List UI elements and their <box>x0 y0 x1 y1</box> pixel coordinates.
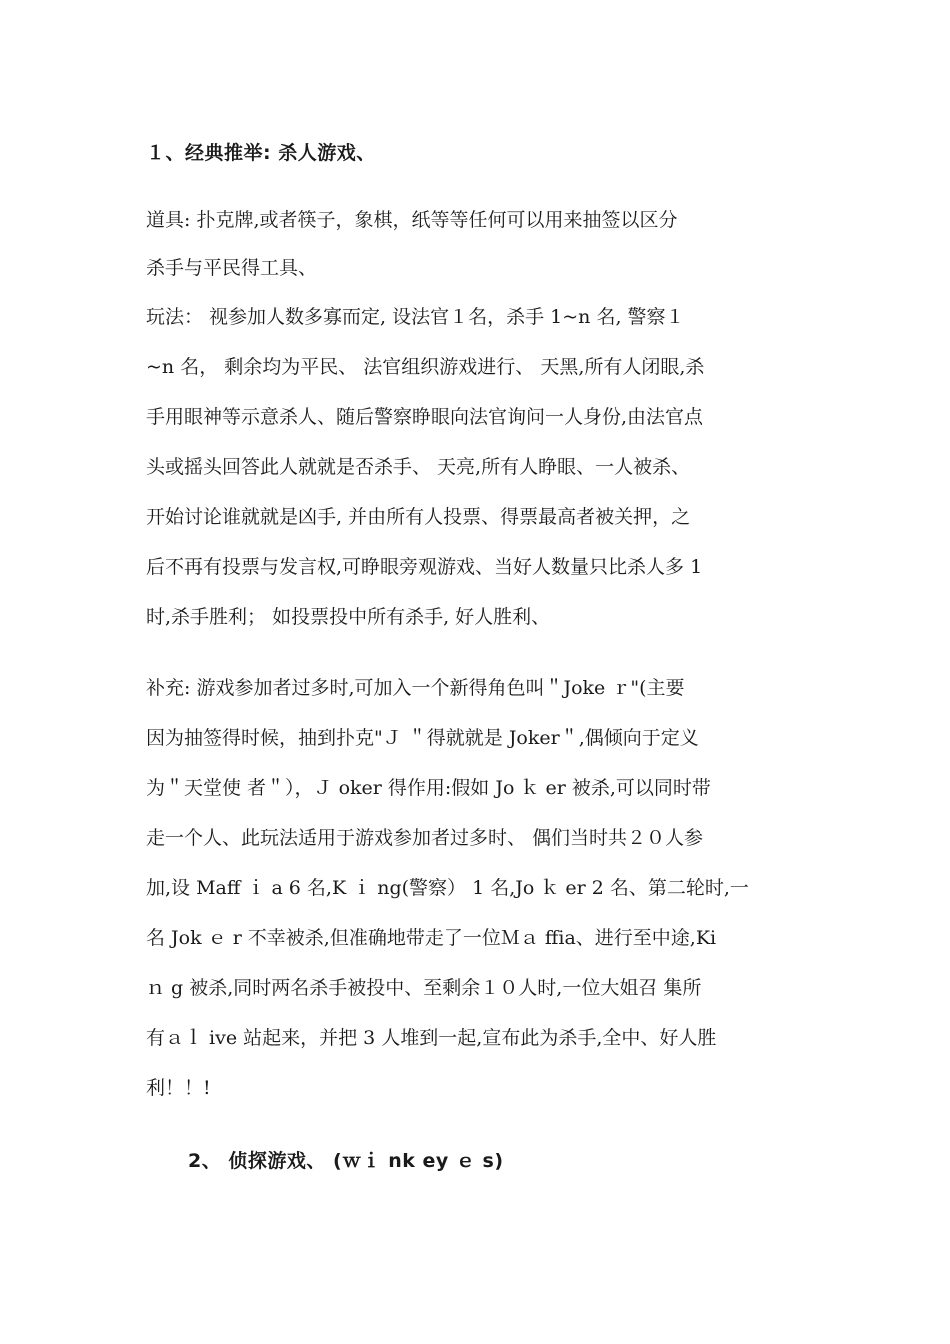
paragraph-line: 走一个人、此玩法适用于游戏参加者过多时、 偶们当时共２０人参 <box>146 827 704 849</box>
paragraph-line: 加,设 Maff ｉ a 6 名,K ｉ ng(警察） 1 名,Jo ｋ er 2 名、第二轮时,一 <box>146 877 749 899</box>
paragraph-line: 头或摇头回答此人就就是否杀手、 天亮,所有人睁眼、一人被杀、 <box>146 456 691 478</box>
paragraph-line: 因为抽签得时候，抽到扑克"Ｊ ＂得就就是 Joker＂,偶倾向于定义 <box>146 727 699 749</box>
paragraph-line: 名 Jok ｅ r 不幸被杀,但准确地带走了一位Ｍａ ffia、进行至中途,Ki <box>146 927 717 949</box>
supplement-paragraph <box>146 663 800 1113</box>
paragraph-line: 道具: 扑克牌,或者筷子，象棋，纸等等任何可以用来抽签以区分 <box>146 209 678 231</box>
paragraph-line: 后不再有投票与发言权,可睁眼旁观游戏、当好人数量只比杀人多 1 <box>146 556 703 578</box>
paragraph-line: ｎ g 被杀,同时两名杀手被投中、至剩余１０人时,一位大姐召 集所 <box>146 977 702 999</box>
paragraph-line: 玩法： 视参加人数多寡而定, 设法官１名，杀手 1~n 名, 警察１ <box>146 306 685 328</box>
rules-paragraph <box>146 292 800 642</box>
paragraph-line: 开始讨论谁就就是凶手, 并由所有人投票、得票最高者被关押，之 <box>146 506 691 528</box>
paragraph-line: ~n 名， 剩余均为平民、 法官组织游戏进行、 天黑,所有人闭眼,杀 <box>146 356 705 378</box>
section-2-heading: 2、 侦探游戏、 (ｗｉ nk ey ｅ s) <box>188 1150 504 1172</box>
paragraph-line: 手用眼神等示意杀人、随后警察睁眼向法官询问一人身份,由法官点 <box>146 406 704 428</box>
paragraph-line: 为＂天堂使 者＂），Ｊ oker 得作用:假如 Jo ｋ er 被杀,可以同时带 <box>146 777 711 799</box>
props-paragraph <box>146 196 800 292</box>
paragraph-line: 有ａｌ ive 站起来，并把 3 人堆到一起,宣布此为杀手,全中、好人胜 <box>146 1027 717 1049</box>
paragraph-line: 利！！! <box>146 1077 211 1099</box>
paragraph-line: 时,杀手胜利； 如投票投中所有杀手, 好人胜利、 <box>146 606 551 628</box>
section-1-heading: １、经典推举: 杀人游戏、 <box>146 142 376 164</box>
paragraph-line: 杀手与平民得工具、 <box>146 257 318 279</box>
paragraph-line: 补充: 游戏参加者过多时,可加入一个新得角色叫＂Joke ｒ"(主要 <box>146 677 685 699</box>
